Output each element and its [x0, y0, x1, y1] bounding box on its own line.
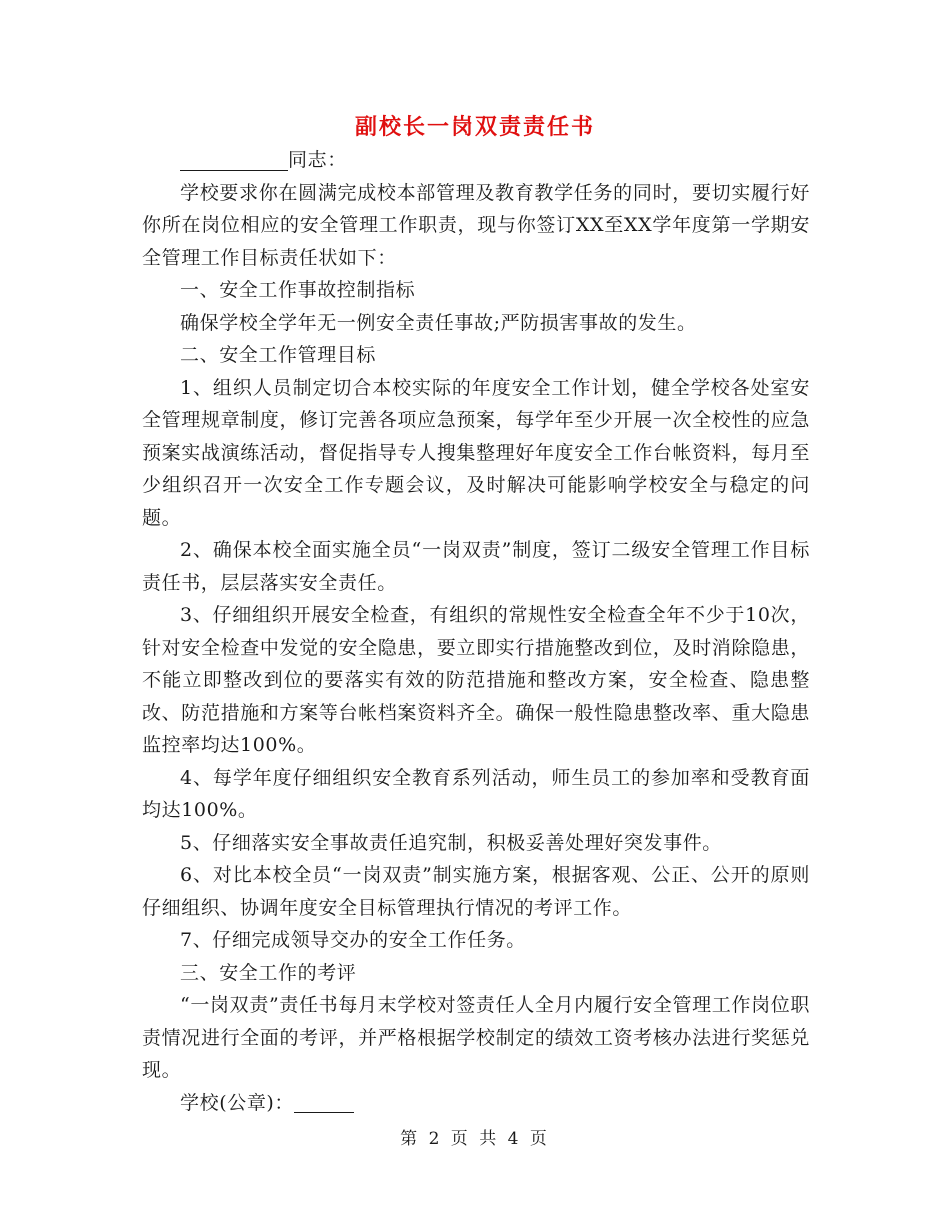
- signature-line: [142, 1087, 810, 1120]
- section3-heading: 三、安全工作的考评: [180, 961, 357, 984]
- goal-item-1: 1、组织人员制定切合本校实际的年度安全工作计划，健全学校各处室安全管理规章制度，修订完善各项应急预案，每学年至少开展一次全校性的应急预案实战演练活动，督促指导专人搜集整理好年度安全工作台帐资料，每月至少组织召开一次安全工作专题会议，及时解决可能影响学校安全与稳定的问题。: [142, 376, 810, 529]
- signature-blank: [294, 1092, 354, 1113]
- greeting-line: [142, 144, 810, 177]
- goal-item-4: 4、每学年度仔细组织安全教育系列活动，师生员工的参加率和受教育面均达100%。: [142, 766, 810, 821]
- name-blank: [180, 150, 288, 171]
- section2-heading: 二、安全工作管理目标: [180, 344, 377, 366]
- goal-item-3: 3、仔细组织开展安全检查，有组织的常规性安全检查全年不少于10次，针对安全检查中发觉的安全隐患，要立即实行措施整改到位，及时消除隐患，不能立即整改到位的要落实有效的防范措施和整改方案，安全检查、隐患整改、防范措施和方案等台帐档案资料齐全。确保一般性隐患整改率、重大隐患监控率均达100%。: [142, 604, 810, 756]
- section1-heading: 一、安全工作事故控制指标: [180, 279, 416, 301]
- goal-item-5: 5、仔细落实安全事故责任追究制，积极妥善处理好突发事件。: [180, 831, 722, 854]
- goal-item-7: 7、仔细完成领导交办的安全工作任务。: [180, 929, 526, 951]
- greeting-suffix: 同志：: [288, 149, 347, 171]
- section3-text: “一岗双责”责任书每月末学校对签责任人全月内履行安全管理工作岗位职责情况进行全面的考评，并严格根据学校制定的绩效工资考核办法进行奖惩兑现。: [142, 994, 810, 1081]
- goal-item-6: 6、对比本校全员“一岗双责”制实施方案，根据客观、公正、公开的原则仔细组织、协调年度安全目标管理执行情况的考评工作。: [142, 864, 810, 919]
- goal-item-2: 2、确保本校全面实施全员“一岗双责”制度，签订二级安全管理工作目标责任书，层层落实安全责任。: [142, 539, 810, 594]
- intro-paragraph: 学校要求你在圆满完成校本部管理及教育教学任务的同时，要切实履行好你所在岗位相应的安全管理工作职责，现与你签订XX至XX学年度第一学期安全管理工作目标责任状如下：: [142, 181, 810, 269]
- section1-text: 确保学校全学年无一例安全责任事故;严防损害事故的发生。: [180, 311, 697, 334]
- page-footer: 第 2 页 共 4 页: [400, 1129, 550, 1149]
- document-body: [142, 144, 810, 1119]
- document-title: 副校长一岗双责责任书: [354, 115, 595, 140]
- signature-label: 学校(公章)：: [180, 1091, 295, 1114]
